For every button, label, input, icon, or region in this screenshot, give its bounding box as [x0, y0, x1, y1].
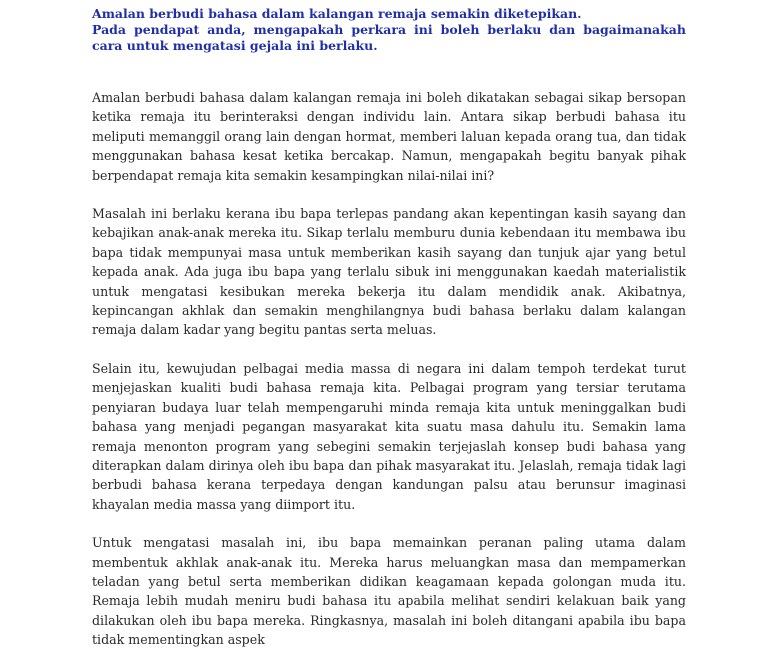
- question-prompt: Pada pendapat anda, mengapakah perkara ini boleh berlaku dan bagaimanakah cara untuk mengatasi gejala ini berlaku.: [92, 22, 686, 53]
- essay-paragraph-media: Selain itu, kewujudan pelbagai media massa di negara ini dalam tempoh terdekat turut menjejaskan kualiti budi bahasa remaja kita. Pelbagai program yang tersiar terutama penyiaran budaya luar telah mempengaruhi minda remaja kita untuk meninggalkan budi bahasa yang menjadi pegangan masyarakat kita suatu masa dahulu itu. Semakin lama remaja menonton program yang sebegini semakin terjejaslah konsep budi bahasa yang diterapkan dalam dirinya oleh ibu bapa dan pihak masyarakat itu. Jelaslah, remaja tidak lagi berbudi bahasa kerana terpedaya dengan kandungan palsu atau berunsur imaginasi khayalan media massa yang diimport itu.: [92, 360, 686, 512]
- essay-paragraph-parents: Masalah ini berlaku kerana ibu bapa terlepas pandang akan kepentingan kasih sayang dan kebajikan anak-anak mereka itu. Sikap terlalu memburu dunia kebendaan itu membawa ibu bapa tidak mempunyai masa untuk memberikan kasih sayang dan tunjuk ajar yang betul kepada anak. Ada juga ibu bapa yang terlalu sibuk ini menggunakan kaedah materialistik untuk mengatasi kesibukan mereka bekerja itu dalam mendidik anak. Akibatnya, kepincangan akhlak dan semakin menghilangnya budi bahasa berlaku dalam kalangan remaja dalam kadar yang begitu pantas serta meluas.: [92, 206, 686, 338]
- essay-paragraph-intro: Amalan berbudi bahasa dalam kalangan remaja ini boleh dikatakan sebagai sikap bersopan ketika remaja itu berinteraksi dengan individu lain. Antara sikap berbudi bahasa itu meliputi memanggil orang lain dengan hormat, memberi laluan kepada orang tua, dan tidak menggunakan bahasa kesat ketika bercakap. Namun, mengapakah begitu banyak pihak berpendapat remaja kita semakin kesampingkan nilai-nilai ini?: [92, 90, 686, 183]
- essay-question: [92, 6, 686, 54]
- essay-paragraph-solution: Untuk mengatasi masalah ini, ibu bapa memainkan peranan paling utama dalam membentuk akhlak anak-anak itu. Mereka harus meluangkan masa dan mempamerkan teladan yang betul serta memberikan didikan keagamaan kepada golongan muda itu. Remaja lebih mudah meniru budi bahasa itu apabila melihat sendiri kelakuan baik yang dilakukan oleh ibu bapa mereka. Ringkasnya, masalah ini boleh ditangani apabila ibu bapa tidak mementingkan aspek: [92, 535, 686, 648]
- question-title: Amalan berbudi bahasa dalam kalangan remaja semakin diketepikan.: [92, 6, 582, 21]
- essay-body: [92, 88, 686, 669]
